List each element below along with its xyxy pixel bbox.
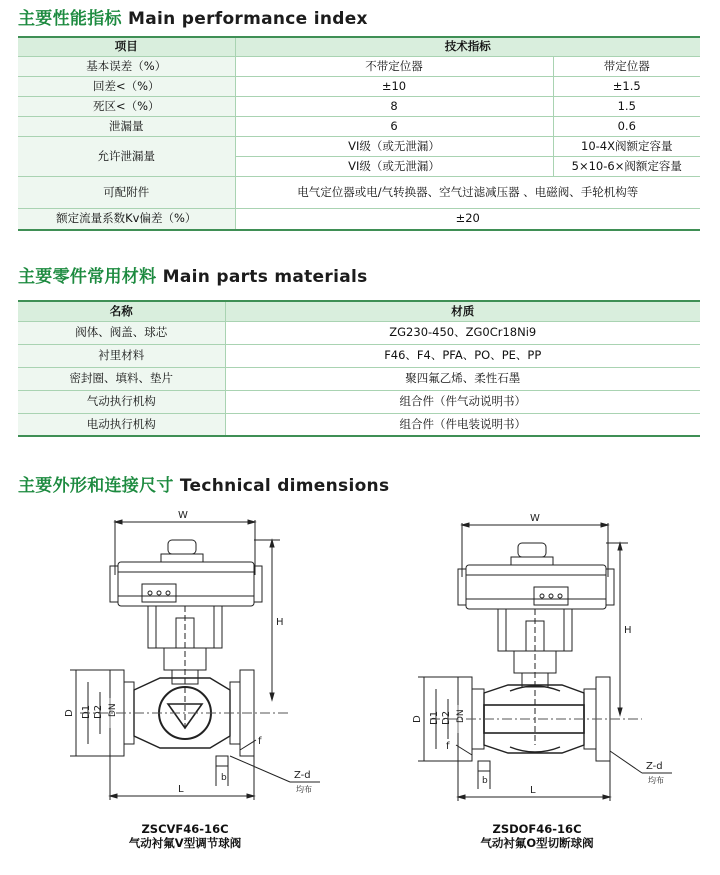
cell: 5×10-6×阀额定容量 <box>553 156 700 176</box>
header-material: 材质 <box>225 301 700 321</box>
part-name: 衬里材料 <box>18 344 225 367</box>
part-name: 密封圈、填料、垫片 <box>18 367 225 390</box>
table-row <box>18 344 700 367</box>
dim-h-label: H <box>624 625 632 636</box>
row-label: 死区<（%） <box>18 96 235 116</box>
cell: 8 <box>235 96 553 116</box>
table-row <box>18 321 700 344</box>
header-item: 项目 <box>18 37 235 56</box>
dim-l-label: L <box>178 784 184 795</box>
performance-section-title <box>18 4 368 29</box>
dim-f-label: f <box>258 736 262 747</box>
cell: ±1.5 <box>553 76 700 96</box>
cell: 不带定位器 <box>235 56 553 76</box>
row-label: 额定流量系数Kv偏差（%） <box>18 208 235 230</box>
left-model: ZSCVF46-16C <box>141 822 229 836</box>
dimensions-section-title <box>18 471 389 496</box>
dim-d2-label: D2 <box>441 710 452 725</box>
performance-title-cn: 主要性能指标 <box>18 9 122 29</box>
table-row <box>18 136 700 156</box>
left-caption <box>80 822 290 851</box>
cell: 电气定位器或电/气转换器、空气过滤减压器 、电磁阀、手轮机构等 <box>235 176 700 208</box>
materials-title-en: Main parts materials <box>162 267 368 287</box>
cell: 10-4X阀额定容量 <box>553 136 700 156</box>
right-model: ZSDOF46-16C <box>492 822 582 836</box>
part-material: ZG230-450、ZG0Cr18Ni9 <box>225 321 700 344</box>
part-name: 电动执行机构 <box>18 413 225 436</box>
materials-table <box>18 300 700 437</box>
dim-holes-label: 均布 <box>296 785 312 794</box>
cell: VI级（或无泄漏） <box>235 136 553 156</box>
table-row <box>18 208 700 230</box>
part-material: 组合件（件电装说明书） <box>225 413 700 436</box>
left-desc: 气动衬氟V型调节球阀 <box>128 836 242 851</box>
cell: 6 <box>235 116 553 136</box>
row-label: 可配附件 <box>18 176 235 208</box>
dim-l-label: L <box>530 785 536 796</box>
dim-w-label: W <box>530 513 540 524</box>
dim-d-label: D <box>412 715 423 723</box>
header-spec: 技术指标 <box>235 37 700 56</box>
performance-title-en: Main performance index <box>128 9 368 29</box>
o-type-valve-drawing <box>390 505 690 810</box>
part-material: 聚四氟乙烯、柔性石墨 <box>225 367 700 390</box>
dim-h-label: H <box>276 617 284 628</box>
dim-zd-label: Z-d <box>294 770 311 781</box>
row-label: 泄漏量 <box>18 116 235 136</box>
header-name: 名称 <box>18 301 225 321</box>
right-caption <box>432 822 642 851</box>
table-row <box>18 413 700 436</box>
table-row <box>18 76 700 96</box>
table-row <box>18 390 700 413</box>
dim-b-label: b <box>482 776 488 786</box>
dim-dn-label: DN <box>108 703 118 717</box>
v-type-valve-drawing <box>40 500 340 810</box>
dim-holes-label: 均布 <box>648 776 664 785</box>
row-label: 允许泄漏量 <box>18 136 235 176</box>
part-material: F46、F4、PFA、PO、PE、PP <box>225 344 700 367</box>
dim-b-label: b <box>221 773 227 783</box>
table-row <box>18 176 700 208</box>
cell: VI级（或无泄漏） <box>235 156 553 176</box>
dim-d2-label: D2 <box>93 704 104 719</box>
part-name: 阀体、阀盖、球芯 <box>18 321 225 344</box>
row-label: 回差<（%） <box>18 76 235 96</box>
table-row <box>18 367 700 390</box>
table-row <box>18 37 700 56</box>
table-row <box>18 56 700 76</box>
dim-f-label: f <box>446 741 450 752</box>
cell: 1.5 <box>553 96 700 116</box>
dim-w-label: W <box>178 510 188 521</box>
dim-d1-label: D1 <box>429 710 440 725</box>
materials-title-cn: 主要零件常用材料 <box>18 267 157 287</box>
dimensions-title-en: Technical dimensions <box>179 476 390 496</box>
performance-table <box>18 36 700 231</box>
part-name: 气动执行机构 <box>18 390 225 413</box>
table-row <box>18 116 700 136</box>
cell: 0.6 <box>553 116 700 136</box>
dim-d1-label: D1 <box>81 704 92 719</box>
cell: 带定位器 <box>553 56 700 76</box>
materials-section-title <box>18 262 368 287</box>
cell: ±10 <box>235 76 553 96</box>
dim-zd-label: Z-d <box>646 761 663 772</box>
dim-d-label: D <box>64 709 75 717</box>
row-label: 基本误差（%） <box>18 56 235 76</box>
right-desc: 气动衬氟O型切断球阀 <box>480 836 594 851</box>
part-material: 组合件（件气动说明书） <box>225 390 700 413</box>
dim-dn-label: DN <box>456 709 466 723</box>
cell: ±20 <box>235 208 700 230</box>
table-row <box>18 96 700 116</box>
dimensions-title-cn: 主要外形和连接尺寸 <box>18 476 174 496</box>
table-row <box>18 301 700 321</box>
